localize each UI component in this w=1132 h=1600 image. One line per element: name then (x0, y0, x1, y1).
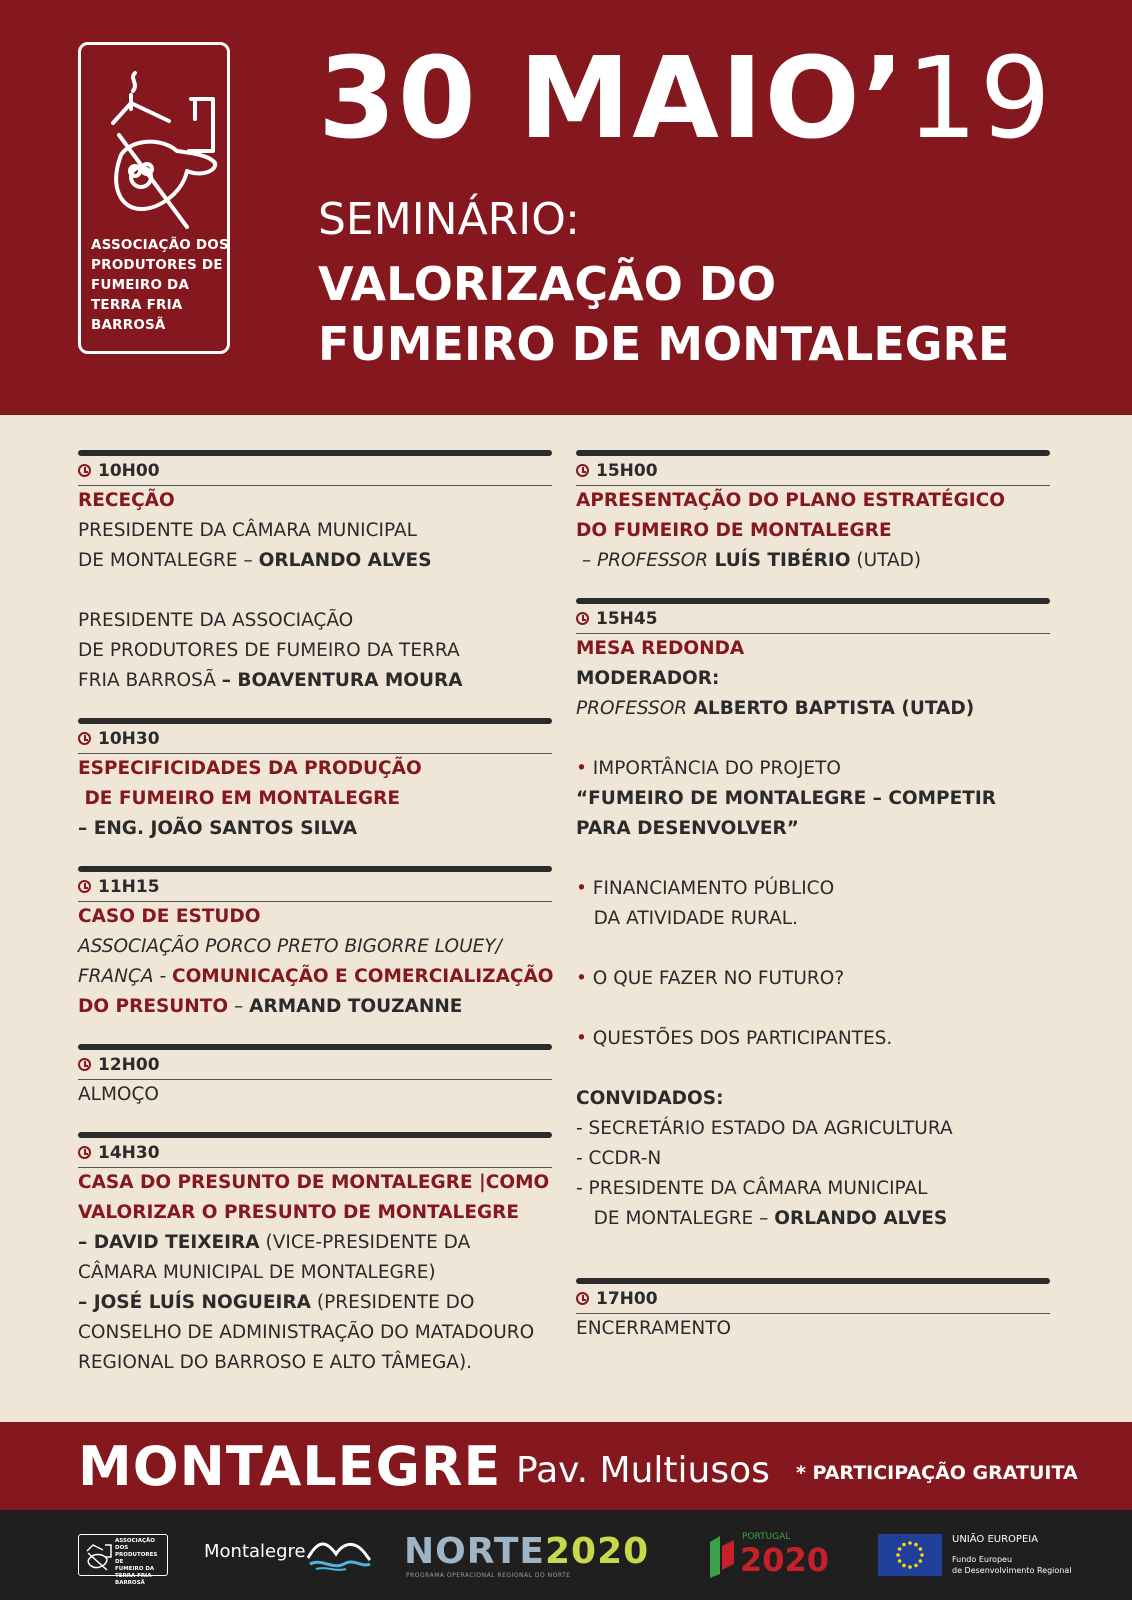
session-10h00 (78, 450, 552, 696)
smokehouse-logo-icon (91, 59, 219, 229)
session-speaker: – PROFESSOR LUÍS TIBÉRIO (UTAD) (576, 550, 922, 571)
seminar-title: VALORIZAÇÃO DO FUMEIRO DE MONTALEGRE (318, 257, 1010, 371)
session-time: 14H30 (78, 1138, 552, 1168)
session-title: DO FUMEIRO DE MONTALEGRE (576, 520, 892, 541)
clock-icon (78, 732, 91, 745)
session-text: FRIA BARROSÃ – BOAVENTURA MOURA (78, 670, 463, 691)
session-title: CASA DO PRESUNTO DE MONTALEGRE |COMO (78, 1172, 550, 1193)
topic-item: PARA DESENVOLVER” (576, 818, 799, 839)
session-text: ASSOCIAÇÃO PORCO PRETO BIGORRE LOUEY/ (78, 936, 502, 957)
program-right-column (576, 450, 1050, 1344)
session-title: VALORIZAR O PRESUNTO DE MONTALEGRE (78, 1202, 520, 1223)
eu-title: UNIÃO EUROPEIA (952, 1534, 1039, 1545)
session-text: DE MONTALEGRE – ORLANDO ALVES (78, 550, 432, 571)
portugal2020-mark-icon (706, 1534, 738, 1578)
guest-item: DE MONTALEGRE – ORLANDO ALVES (576, 1208, 948, 1229)
session-title: APRESENTAÇÃO DO PLANO ESTRATÉGICO (576, 490, 1005, 511)
session-10h30 (78, 718, 552, 844)
guest-item: - CCDR-N (576, 1148, 662, 1169)
venue-place: Pav. Multiusos (516, 1450, 770, 1491)
session-title: ESPECIFICIDADES DA PRODUÇÃO (78, 758, 422, 779)
venue-city: MONTALEGRE (78, 1435, 502, 1498)
session-17h00 (576, 1278, 1050, 1344)
clock-icon (78, 880, 91, 893)
session-time: 10H30 (78, 724, 552, 754)
portugal2020-year: 2020 (740, 1541, 830, 1579)
session-time: 10H00 (78, 456, 552, 486)
topic-item: • IMPORTÂNCIA DO PROJETO (576, 758, 841, 779)
session-text: ENCERRAMENTO (576, 1318, 732, 1339)
smokehouse-mini-icon (83, 1539, 113, 1571)
event-date: 30 MAIO’19 (318, 34, 1053, 164)
session-text: DE PRODUTORES DE FUMEIRO DA TERRA (78, 640, 460, 661)
norte2020-subtitle: PROGRAMA OPERACIONAL REGIONAL DO NORTE (406, 1572, 571, 1579)
moderator-label: MODERADOR: (576, 668, 720, 689)
topic-item: DA ATIVIDADE RURAL. (576, 908, 798, 929)
clock-icon (78, 1146, 91, 1159)
topic-item: • O QUE FAZER NO FUTURO? (576, 968, 845, 989)
session-text: PRESIDENTE DA ASSOCIAÇÃO (78, 610, 354, 631)
session-text: CONSELHO DE ADMINISTRAÇÃO DO MATADOURO (78, 1322, 535, 1343)
montalegre-logo: Montalegre (204, 1541, 306, 1562)
session-time: 15H00 (576, 456, 1050, 486)
clock-icon (78, 464, 91, 477)
moderator-name: PROFESSOR ALBERTO BAPTISTA (UTAD) (576, 698, 975, 719)
session-text: – JOSÉ LUÍS NOGUEIRA (PRESIDENTE DO (78, 1292, 475, 1313)
session-text: – DAVID TEIXEIRA (VICE-PRESIDENTE DA (78, 1232, 471, 1253)
session-11h15 (78, 866, 552, 1022)
topic-item: • FINANCIAMENTO PÚBLICO (576, 878, 835, 899)
seminar-label: SEMINÁRIO: (318, 194, 580, 245)
eu-stars-icon (878, 1534, 942, 1576)
clock-icon (576, 1292, 589, 1305)
clock-icon (576, 464, 589, 477)
sponsor-logos-bar (0, 1510, 1132, 1600)
session-time: 15H45 (576, 604, 1050, 634)
session-title: DE FUMEIRO EM MONTALEGRE (78, 788, 400, 809)
session-speaker: – ENG. JOÃO SANTOS SILVA (78, 818, 358, 839)
session-15h45 (576, 598, 1050, 1234)
venue-banner (0, 1422, 1132, 1510)
montalegre-wave-icon (306, 1536, 372, 1572)
session-text: REGIONAL DO BARROSO E ALTO TÂMEGA). (78, 1352, 473, 1373)
session-title: RECEÇÃO (78, 490, 175, 511)
topic-item: “FUMEIRO DE MONTALEGRE – COMPETIR (576, 788, 996, 809)
norte2020-logo: NORTE2020 (404, 1531, 650, 1572)
clock-icon (576, 612, 589, 625)
association-logo-text: ASSOCIAÇÃO DOS PRODUTORES DE FUMEIRO DA TERRA FRIA BARROSÃ (91, 237, 229, 333)
clock-icon (78, 1058, 91, 1071)
session-text: ALMOÇO (78, 1084, 159, 1105)
session-time: 17H00 (576, 1284, 1050, 1314)
session-text: CÂMARA MUNICIPAL DE MONTALEGRE) (78, 1262, 436, 1283)
program-left-column (78, 450, 552, 1378)
association-mini-logo: ASSOCIAÇÃO DOS PRODUTORES DE FUMEIRO DA TERRA FRIA BARROSÃ (78, 1534, 168, 1576)
session-title: MESA REDONDA (576, 638, 745, 659)
session-title: CASO DE ESTUDO (78, 906, 261, 927)
eu-fund-text: Fundo Europeu de Desenvolvimento Regional (952, 1555, 1072, 1575)
free-participation-note: * PARTICIPAÇÃO GRATUITA (796, 1462, 1078, 1484)
guest-item: - PRESIDENTE DA CÂMARA MUNICIPAL (576, 1178, 928, 1199)
session-time: 11H15 (78, 872, 552, 902)
association-logo (78, 42, 230, 354)
session-text: FRANÇA - COMUNICAÇÃO E COMERCIALIZAÇÃO (78, 966, 554, 987)
session-text: PRESIDENTE DA CÂMARA MUNICIPAL (78, 520, 417, 541)
session-text: DO PRESUNTO – ARMAND TOUZANNE (78, 996, 463, 1017)
portugal-label: PORTUGAL (742, 1532, 791, 1542)
session-15h00 (576, 450, 1050, 576)
topic-item: • QUESTÕES DOS PARTICIPANTES. (576, 1028, 893, 1049)
guests-label: CONVIDADOS: (576, 1088, 724, 1109)
session-12h00 (78, 1044, 552, 1110)
session-14h30 (78, 1132, 552, 1378)
guest-item: - SECRETÁRIO ESTADO DA AGRICULTURA (576, 1118, 953, 1139)
eu-flag-icon (878, 1534, 942, 1576)
header-banner (0, 0, 1132, 415)
session-time: 12H00 (78, 1050, 552, 1080)
